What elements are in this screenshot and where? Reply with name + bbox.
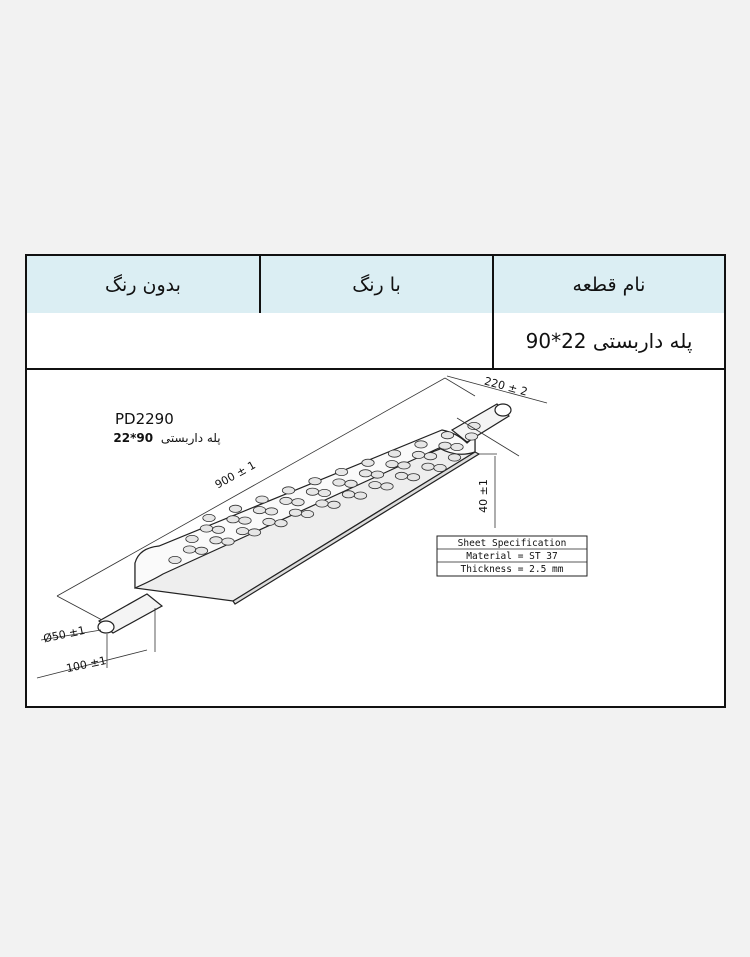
perforation-hole	[335, 468, 347, 475]
part-name-value: پله داربستی 22*90	[525, 328, 693, 353]
perforation-hole	[388, 450, 400, 457]
perforation-hole	[371, 471, 383, 478]
dim-width: 220 ± 2	[482, 374, 529, 399]
perforation-hole	[253, 507, 265, 514]
perforation-hole	[306, 488, 318, 495]
perforation-hole	[333, 479, 345, 486]
perforation-hole	[183, 546, 195, 553]
dim-tube-length: 100 ±1	[65, 653, 108, 676]
dim-length: 900 ± 1	[212, 458, 258, 492]
header-without-color: بدون رنگ	[27, 256, 261, 313]
perforation-hole	[354, 492, 366, 499]
perforation-hole	[265, 508, 277, 515]
technical-drawing	[27, 368, 724, 706]
perforation-hole	[236, 528, 248, 535]
spec-title: Sheet Specification	[457, 538, 567, 549]
perforation-hole	[415, 441, 427, 448]
spec-material: Material = ST 37	[466, 551, 558, 562]
perforation-hole	[289, 509, 301, 516]
perforation-hole	[381, 483, 393, 490]
header-part-name: نام قطعه	[572, 273, 646, 296]
perforation-hole	[222, 538, 234, 545]
perforation-hole	[465, 433, 477, 440]
perforation-hole	[263, 518, 275, 525]
header-with-color: با رنگ	[261, 256, 494, 313]
perforation-hole	[309, 478, 321, 485]
perforation-hole	[386, 461, 398, 468]
perforation-hole	[439, 442, 451, 449]
perforation-hole	[282, 487, 294, 494]
table-header-row	[27, 256, 724, 315]
perforation-hole	[451, 443, 463, 450]
svg-text:22*90 پله داربستی	[113, 431, 220, 446]
perforation-hole	[412, 451, 424, 458]
perforation-hole	[229, 505, 241, 512]
perforation-hole	[316, 500, 328, 507]
perforation-hole	[212, 526, 224, 533]
perforation-hole	[362, 459, 374, 466]
perforation-hole	[169, 556, 181, 563]
empty-value-cell	[27, 313, 494, 368]
perforation-hole	[359, 470, 371, 477]
perforation-hole	[369, 482, 381, 489]
perforation-hole	[407, 474, 419, 481]
perforation-hole	[248, 529, 260, 536]
drawing-subtitle-num: 22*90	[113, 431, 154, 445]
perforation-hole	[342, 491, 354, 498]
perforation-hole	[203, 514, 215, 521]
perforation-hole	[195, 547, 207, 554]
left-tube	[98, 594, 162, 633]
perforation-hole	[186, 535, 198, 542]
perforation-hole	[275, 520, 287, 527]
perforation-hole	[434, 464, 446, 471]
drawing-code: PD2290	[115, 410, 174, 428]
drawing-subtitle-fa: پله داربستی	[160, 431, 221, 445]
perforation-hole	[239, 517, 251, 524]
perforation-hole	[448, 454, 460, 461]
perforation-hole	[210, 537, 222, 544]
perforation-hole	[256, 496, 268, 503]
table-values-row	[27, 313, 724, 370]
perforation-hole	[395, 472, 407, 479]
perforation-hole	[227, 516, 239, 523]
perforation-hole	[280, 497, 292, 504]
perforation-hole	[292, 499, 304, 506]
perforation-hole	[200, 525, 212, 532]
perforation-hole	[441, 432, 453, 439]
perforation-hole	[301, 510, 313, 517]
dim-height: 40 ±1	[477, 479, 490, 513]
perforation-hole	[424, 453, 436, 460]
perforation-hole	[328, 501, 340, 508]
spec-thickness: Thickness = 2.5 mm	[460, 564, 564, 575]
perforation-hole	[422, 463, 434, 470]
dim-tube-diameter: Ø50 ±1	[42, 623, 87, 646]
sheet-spec-box	[437, 536, 587, 576]
right-tube	[452, 404, 511, 442]
perforation-hole	[318, 489, 330, 496]
spec-sheet	[25, 254, 726, 708]
perforation-hole	[345, 480, 357, 487]
perforation-hole	[398, 462, 410, 469]
